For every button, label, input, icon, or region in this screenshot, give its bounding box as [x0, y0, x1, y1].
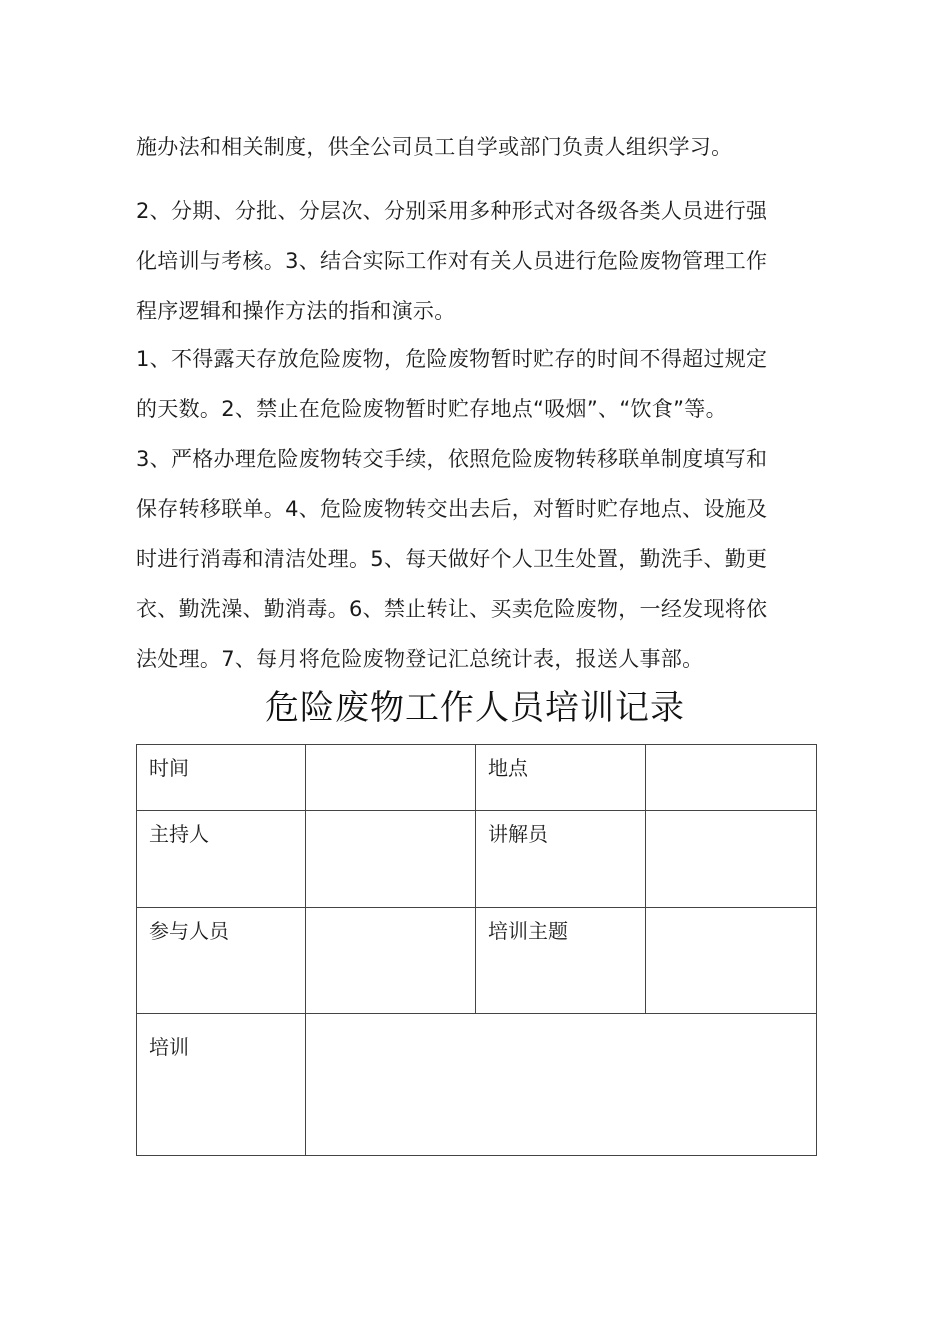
- table-row: [137, 908, 817, 1014]
- training-record-table: [136, 744, 817, 1156]
- text-line: 2、分期、分批、分层次、分别采用多种形式对各级各类人员进行强: [136, 199, 768, 223]
- table-row: [137, 1014, 817, 1156]
- text-line: 3、严格办理危险废物转交手续，依照危险废物转移联单制度填写和: [136, 447, 768, 471]
- time-value-cell[interactable]: [306, 745, 476, 811]
- text-line: 的天数。2、禁止在危险废物暂时贮存地点“吸烟”、“饮食”等。: [136, 397, 727, 421]
- text-line: 程序逻辑和操作方法的指和演示。: [136, 299, 456, 323]
- paragraph-rules: [136, 334, 806, 684]
- lecturer-value-cell[interactable]: [646, 811, 817, 908]
- place-value-cell[interactable]: [646, 745, 817, 811]
- table-row: [137, 745, 817, 811]
- time-label: 时间: [137, 745, 306, 811]
- topic-label: 培训主题: [476, 908, 646, 1014]
- paragraph-intro: [136, 122, 806, 172]
- lecturer-label: 讲解员: [476, 811, 646, 908]
- place-label: 地点: [476, 745, 646, 811]
- host-label: 主持人: [137, 811, 306, 908]
- participants-value-cell[interactable]: [306, 908, 476, 1014]
- text-line: 施办法和相关制度，供全公司员工自学或部门负责人组织学习。: [136, 135, 733, 159]
- record-title: 危险废物工作人员培训记录: [265, 688, 685, 728]
- text-line: 时进行消毒和清洁处理。5、每天做好个人卫生处置，勤洗手、勤更: [136, 547, 768, 571]
- table-row: [137, 811, 817, 908]
- text-line: 1、不得露天存放危险废物，危险废物暂时贮存的时间不得超过规定: [136, 347, 768, 371]
- text-line: 衣、勤洗澡、勤消毒。6、禁止转让、买卖危险废物，一经发现将依: [136, 597, 768, 621]
- training-content-cell[interactable]: [306, 1014, 817, 1156]
- host-value-cell[interactable]: [306, 811, 476, 908]
- text-line: 化培训与考核。3、结合实际工作对有关人员进行危险废物管理工作: [136, 249, 768, 273]
- training-label: 培训: [137, 1014, 306, 1156]
- text-line: 保存转移联单。4、危险废物转交出去后，对暂时贮存地点、设施及: [136, 497, 768, 521]
- paragraph-training-methods: [136, 186, 806, 336]
- participants-label: 参与人员: [137, 908, 306, 1014]
- topic-value-cell[interactable]: [646, 908, 817, 1014]
- text-line: 法处理。7、每月将危险废物登记汇总统计表，报送人事部。: [136, 647, 704, 671]
